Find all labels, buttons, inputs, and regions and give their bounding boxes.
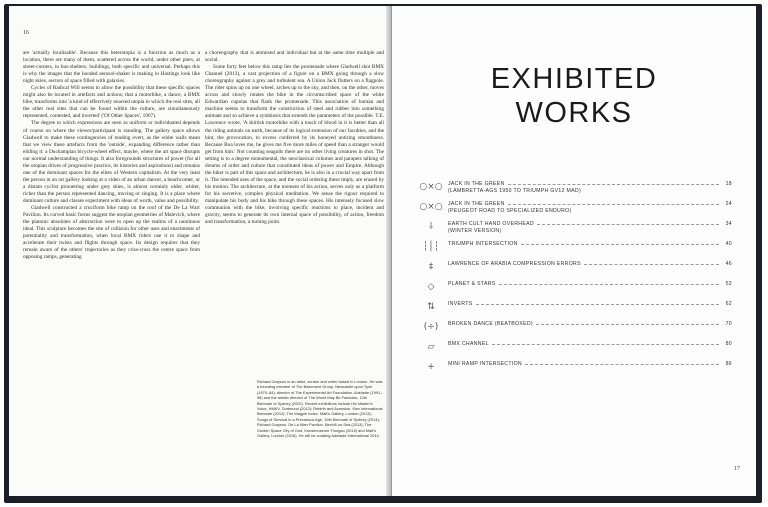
toc-title: LAWRENCE OF ARABIA COMPRESSION ERRORS xyxy=(448,261,581,267)
toc-title: JACK IN THE GREEN xyxy=(448,201,505,207)
toc-item-lawrence-of-arabia[interactable] xyxy=(414,260,732,276)
paragraph: a choreography that is atomised and individual but at the same time multiple and social. xyxy=(205,50,384,64)
leader-dots xyxy=(537,220,719,225)
toc-item-jack-in-the-green-2[interactable] xyxy=(414,200,732,216)
toc-title: EARTH CULT HAND OVERHEAD xyxy=(448,221,534,227)
leader-dots xyxy=(584,260,719,265)
paragraph: Some forty feet below this ramp lies the promenade where Gladwell shot BMX Channel (2013), a vast projection of a figure on a BMX going through a slow choreography against a grey and turbulent sea. A Union Jack flutters on a flagpole. The rider spins up on one wheel, arches up to the sky, and then, on the other, moves across and slowly rotates the bike in the circumscribed space of the white Edwardian cupolas that flank the promenade. This association of human and machine seems to transform the construction of steel and rubber into something animate and so achieve a symbiosis that extends the parameters of the possible. T.E. Lawrence wrote, 'A skittish motorbike with a touch of blood in it is better than all the riding animals on earth, because of its logical extension of our faculties, and the hint, the provocation, to excess conferred by its honeyed untiring smoothness. Because Boa loves me, he gives me five more miles of speed than a stranger would get from him.' Not counting seagulls there are no other living creatures in shot. The setting is to a degree monumental, the neoclassical columns and parapets talking of dreams of order and culture that constituted ideas of power and Empire. Although the biker is part of this space and architecture, he is also in a crucial way apart from it. The intended uses of the space, and the social ordering these imply, are erased by his motion. The architecture, at the moment of his action, serves only as a platform for his secretive, complex physical meditation. We sense the rigour required to manipulate his body and his bike through these spaces. His intensely focused slow communion with the bike, involving specific reactions to place, incident and gravity, seems to generate its own internal space of possibility, of action, freedom and transformation, a turning point. xyxy=(205,64,384,226)
toc-item-inverts[interactable] xyxy=(414,300,732,316)
toc-item-planet-and-stars[interactable] xyxy=(414,280,732,296)
leader-dots xyxy=(492,340,719,345)
toc-page: 34 xyxy=(725,221,732,227)
toc-item-broken-dance[interactable] xyxy=(414,320,732,336)
broken-dance-icon: (÷) xyxy=(423,322,439,332)
cross-icon: + xyxy=(427,362,435,372)
toc-page: 46 xyxy=(725,261,732,267)
toc-item-mini-ramp-intersection[interactable] xyxy=(414,360,732,376)
toc-page: 24 xyxy=(725,201,732,207)
toc-title: JACK IN THE GREEN xyxy=(448,181,505,187)
oxo-icon: ○×○ xyxy=(419,202,443,212)
toc-subtitle: (PEUGEOT ROAD TO SPECIALIZED ENDURO) xyxy=(448,208,572,214)
triple-bar-icon: ┆│┆ xyxy=(422,242,440,252)
inverts-icon: ⇅ xyxy=(427,302,435,312)
leader-dots xyxy=(525,360,719,365)
toc-title: BROKEN DANCE (BEATBOXED) xyxy=(448,321,533,327)
leader-dots xyxy=(508,180,719,185)
toc-title: BMX CHANNEL xyxy=(448,341,489,347)
paragraph: Cycles of Radical Will seems to allow the possibility that these specific spaces might also be located in artefacts and actions; that a motorbike, a dance, a BMX bike, transforms into 'a kind of effectively enacted utopia in which the real sites, all the other real sites that can be found within the culture, are simultaneously represented, contested, and inverted' ('Of Other Spaces', 1967). xyxy=(23,85,200,120)
toc-subtitle: (WINTER VERSION) xyxy=(448,228,502,234)
page-number-right: 17 xyxy=(734,466,740,472)
toc-title: INVERTS xyxy=(448,301,473,307)
compression-icon: ‡ xyxy=(428,262,434,272)
paragraph: The degree to which expressions are seen as uniform or individuated depends of course on where the viewer/participant is standing. The gallery space allows Gladwell to make these contingencies of reading overt, as the white walls mean that we view these artefacts from the 'outside', expanding difference rather than eliding it: a Duchampian bicycle-wheel effect, maybe, where the art space disrupts our normal understanding of things. It also foregrounds structures of power (for all the utopian drives of progressive practice, its histories and aspirations) and remains one of the dominant spaces for the elites of Western capitalism. At the very least the person in an art gallery looking at a video of an urban dancer, a beachcomer, or a distant cyclist pirouetting under grey skies, is almost certainly older, whiter, richer than the person represented dancing, moving or singing. It is a place where dominant culture and classes experiment with ideas of worth, value and possibility. xyxy=(23,120,200,204)
page-title xyxy=(412,62,736,130)
toc-item-bmx-channel[interactable] xyxy=(414,340,732,356)
leader-dots xyxy=(521,240,719,245)
toc-item-earth-cult-hand-overhead[interactable] xyxy=(414,220,732,236)
bmx-channel-icon: ▱ xyxy=(427,342,435,352)
leader-dots xyxy=(499,280,719,285)
right-page xyxy=(392,6,756,496)
hand-icon: ⸸ xyxy=(428,222,434,232)
diamond-icon: ◇ xyxy=(427,282,435,292)
toc-title: PLANET & STARS xyxy=(448,281,496,287)
page-number-left: 16 xyxy=(23,30,29,36)
paragraph: Gladwell constructed a cruciform bike ramp on the roof of the De La Warr Pavilion. Its curved basic forms suggest the utopian geometries of Malevich, where the platonic absolutes of abstraction were to open up the realms of a numinous ideal. This sculpture becomes the site of collision for other uses and enactments of potentiality and transformation, when local BMX riders use it to shape and accelerate their twists and flights through space. Its design requires that they remain aware of the others' trajectories as they criss-cross the centre space from opposing ramps, generating xyxy=(23,205,200,261)
author-bio: Richard Grayson is an artist, curator and writer based in London. He was a founding member of The Basement Group, Newcastle upon Tyne (1979–84), director of The Experimental Art Foundation, Adelaide (1991–98) and the artistic director of The World May Be Fantastic, 12th Biennale of Sydney (2002). Recent exhibitions include His Master's Voice, HMKV, Dortmund (2012); Rebirth and Acension, Kiev International Biennale (2012); The Magpie Index, Matt's Gallery, London (2013); Songs of Survival in a Precarious Age, 19th Biennale of Sydney (2014); Richard Grayson, De La Warr Pavilion, Bexhill-on-Sea (2013); The Golden Space City of God, Kunstmuseum Thurgau (2015) and Matt's Gallery, London (2016). He will be curating Adelaide International 2014. xyxy=(257,379,383,439)
toc-page: 40 xyxy=(725,241,732,247)
paragraph: are 'actually localisable'. Because this heterotopia is a function as much as a location, there are many of them, scattered across the world, under other piers, at street-corners, in bus-shelters, buildings, both specific and universal. Perhaps this is why the images that the hooded aerosol-shaker is making in Hastings look like night skies, sectors of space filled with galaxies. xyxy=(23,50,200,85)
toc-page: 86 xyxy=(725,361,732,367)
toc-item-triumph-intersection[interactable] xyxy=(414,240,732,256)
table-of-contents xyxy=(414,180,732,380)
left-page xyxy=(9,6,391,496)
toc-title: TRIUMPH INTERSECTION xyxy=(448,241,518,247)
title-line-2: WORKS xyxy=(515,97,633,129)
toc-page: 62 xyxy=(725,301,732,307)
text-column-2 xyxy=(205,50,384,226)
oxo-icon: ○×○ xyxy=(419,182,443,192)
toc-page: 80 xyxy=(725,341,732,347)
toc-page: 70 xyxy=(725,321,732,327)
leader-dots xyxy=(508,200,719,205)
text-column-1 xyxy=(23,50,200,261)
leader-dots xyxy=(536,320,719,325)
toc-title: MINI RAMP INTERSECTION xyxy=(448,361,522,367)
toc-subtitle: (LAMBRETTA-AGS 1950 TO TRIUMPH GV12 MAD) xyxy=(448,188,581,194)
toc-item-jack-in-the-green-1[interactable] xyxy=(414,180,732,196)
toc-page: 18 xyxy=(725,181,732,187)
toc-page: 52 xyxy=(725,281,732,287)
title-line-1: EXHIBITED xyxy=(490,63,658,95)
leader-dots xyxy=(476,300,720,305)
